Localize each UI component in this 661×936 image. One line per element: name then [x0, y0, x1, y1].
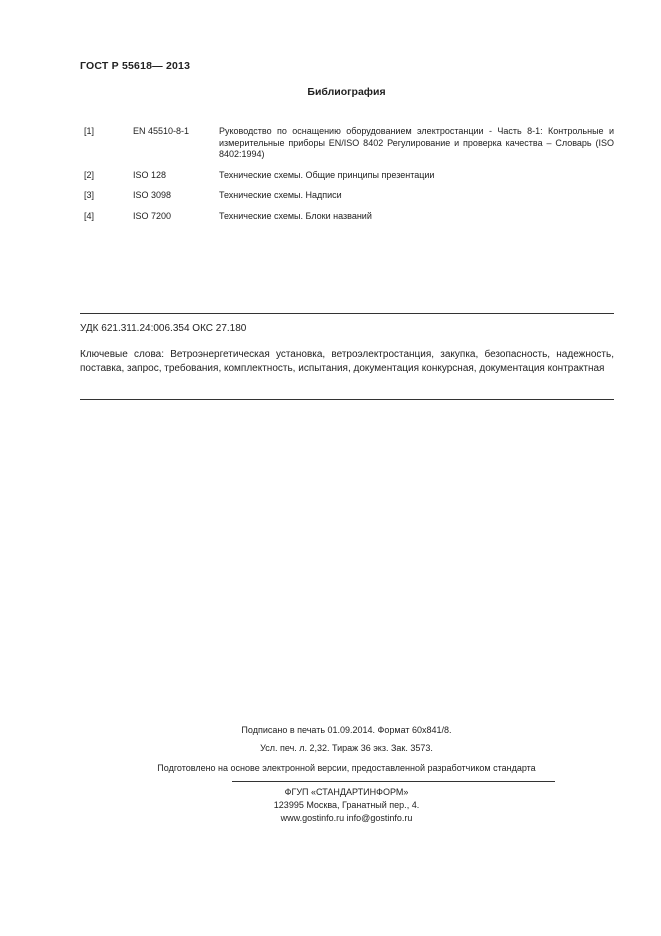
entry-text: Технические схемы. Общие принципы презентации: [219, 169, 435, 180]
entry-code: EN 45510-8-1: [133, 126, 190, 136]
entry-number: [2]: [84, 169, 95, 180]
section-title: Библиография: [307, 86, 386, 98]
bibliography-entry: [84, 170, 614, 182]
entry-text: Руководство по оснащению оборудованием электростанции - Часть 8-1: Контрольные и измерительные приборы EN/ISO 8402 Регулирование и проверка качества – Словарь (ISO 8402:1994): [219, 126, 614, 159]
imprint-prepared: Подготовлено на основе электронной версии, предоставленной разработчиком стандарта: [157, 763, 536, 773]
imprint-divider: [232, 781, 555, 782]
bibliography-entry: [84, 126, 614, 161]
bibliography-entry: [84, 190, 614, 202]
entry-code: ISO 7200: [133, 210, 172, 221]
entry-text: Технические схемы. Блоки названий: [219, 210, 372, 221]
divider-bottom: [80, 399, 614, 400]
entry-code: ISO 3098: [133, 190, 172, 200]
imprint-print-info: Усл. печ. л. 2,32. Тираж 36 экз. Зак. 3573.: [260, 743, 433, 753]
entry-number: [3]: [84, 190, 95, 200]
bibliography-entry: [84, 211, 614, 223]
keywords-paragraph: Ключевые слова: Ветроэнергетическая установка, ветроэлектростанция, закупка, безопасность, надежность, поставка, запрос, требования, комплектность, испытания, документация конкурсная, документация контрактная: [80, 349, 614, 374]
imprint-signed: Подписано в печать 01.09.2014. Формат 60x841/8.: [241, 725, 452, 735]
udk-classification: УДК 621.311.24:006.354 ОКС 27.180: [80, 323, 247, 334]
entry-text: Технические схемы. Надписи: [219, 190, 342, 200]
imprint-organization: ФГУП «СТАНДАРТИНФОРМ»: [284, 787, 409, 797]
entry-number: [1]: [84, 126, 95, 136]
entry-number: [4]: [84, 210, 95, 221]
entry-code: ISO 128: [133, 169, 167, 180]
divider-top: [80, 313, 614, 314]
bibliography-list: [84, 126, 614, 231]
imprint-contacts: www.gostinfo.ru info@gostinfo.ru: [280, 813, 413, 823]
imprint-address: 123995 Москва, Гранатный пер., 4.: [273, 800, 420, 810]
document-id-header: ГОСТ Р 55618— 2013: [80, 60, 191, 72]
